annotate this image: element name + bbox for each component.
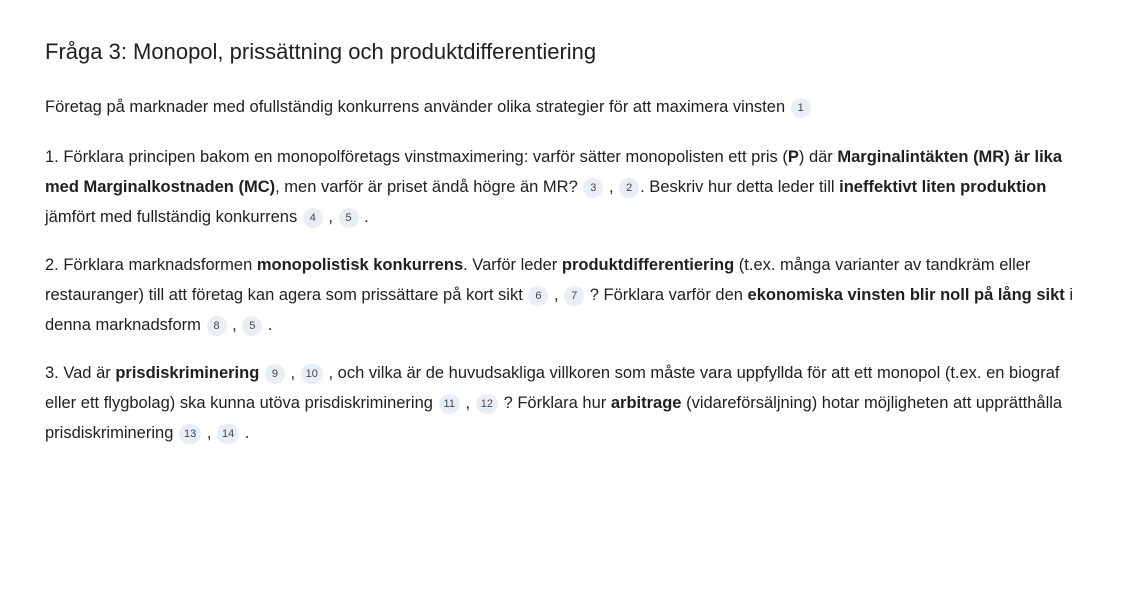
citation-separator: ,	[465, 394, 471, 412]
citation-chip[interactable]: 1	[791, 98, 811, 118]
q1-text: jämfört med fullständig konkurrens	[45, 208, 298, 226]
question-1-paragraph	[45, 142, 1092, 232]
q1-bold: Marginalintäkten (MR) är lika med Marginalkostnaden (MC)	[45, 148, 1063, 196]
q2-bold: produktdifferentiering	[561, 256, 735, 274]
q1-text: . Beskriv hur detta leder till	[640, 178, 840, 196]
citation-chip[interactable]: 11	[439, 394, 460, 414]
intro-paragraph	[45, 92, 1092, 122]
q1-text: .	[364, 208, 369, 226]
q1-text: ) där	[798, 148, 838, 166]
q2-text: (t.ex. många varianter av tandkräm eller restauranger) till att företag kan agera som prissättare på kort sikt	[45, 256, 1031, 304]
citation-chip[interactable]: 5	[339, 208, 359, 228]
citation-chip[interactable]: 13	[179, 424, 201, 444]
citation-separator: ,	[608, 178, 614, 196]
citation-separator: ,	[290, 364, 296, 382]
citation-chip[interactable]: 7	[564, 286, 584, 306]
q2-text: 2. Förklara marknadsformen	[45, 256, 257, 274]
citation-separator: ,	[328, 208, 333, 226]
citation-chip[interactable]: 3	[583, 178, 603, 198]
q3-bold: prisdiskriminering	[115, 364, 260, 382]
citation-separator: ,	[232, 316, 237, 334]
citation-chip[interactable]: 12	[476, 394, 498, 414]
citation-chip[interactable]: 2	[619, 178, 639, 198]
q1-bold: P	[787, 148, 799, 166]
citation-separator: ,	[206, 424, 212, 442]
citation-chip[interactable]: 5	[242, 316, 262, 336]
citation-chip[interactable]: 9	[265, 364, 285, 384]
citation-chip[interactable]: 6	[528, 286, 548, 306]
citation-chip[interactable]: 14	[217, 424, 239, 444]
q1-bold: ineffektivt liten produktion	[839, 178, 1047, 196]
citation-chip[interactable]: 8	[207, 316, 227, 336]
question-title: Fråga 3: Monopol, prissättning och produktdifferentiering	[45, 39, 597, 64]
q3-text: 3. Vad är	[45, 364, 116, 382]
q3-bold: arbitrage	[610, 394, 682, 412]
q2-text: .	[267, 316, 273, 334]
q2-bold: ekonomiska vinsten blir noll på lång sikt	[747, 286, 1065, 304]
q3-text: .	[244, 424, 250, 442]
intro-text: Företag på marknader med ofullständig konkurrens använder olika strategier för att maximera vinsten	[45, 98, 786, 116]
q3-text: ? Förklara hur	[503, 394, 611, 412]
q3-text: , och vilka är de huvudsakliga villkoren som måste vara uppfyllda för att ett monopol (t.ex. en biograf eller ett flygbolag) ska kunna utöva prisdiskriminering	[45, 364, 1060, 412]
citation-chip[interactable]: 4	[303, 208, 323, 228]
q2-bold: monopolistisk konkurrens	[256, 256, 464, 274]
q3-text: (vidareförsäljning) hotar möjligheten att upprätthålla prisdiskriminering	[45, 394, 1063, 442]
question-3-paragraph	[45, 358, 1092, 448]
q1-text: 1. Förklara principen bakom en monopolföretags vinstmaximering: varför sätter monopolisten ett pris (	[45, 148, 788, 166]
q2-text: ? Förklara varför den	[589, 286, 748, 304]
citation-chip[interactable]: 10	[301, 364, 323, 384]
q2-text: i denna marknadsform	[45, 286, 1074, 334]
q1-text: , men varför är priset ändå högre än MR?	[275, 178, 578, 196]
citation-separator: ,	[554, 286, 559, 304]
question-2-paragraph	[45, 250, 1092, 340]
q2-text: . Varför leder	[463, 256, 562, 274]
